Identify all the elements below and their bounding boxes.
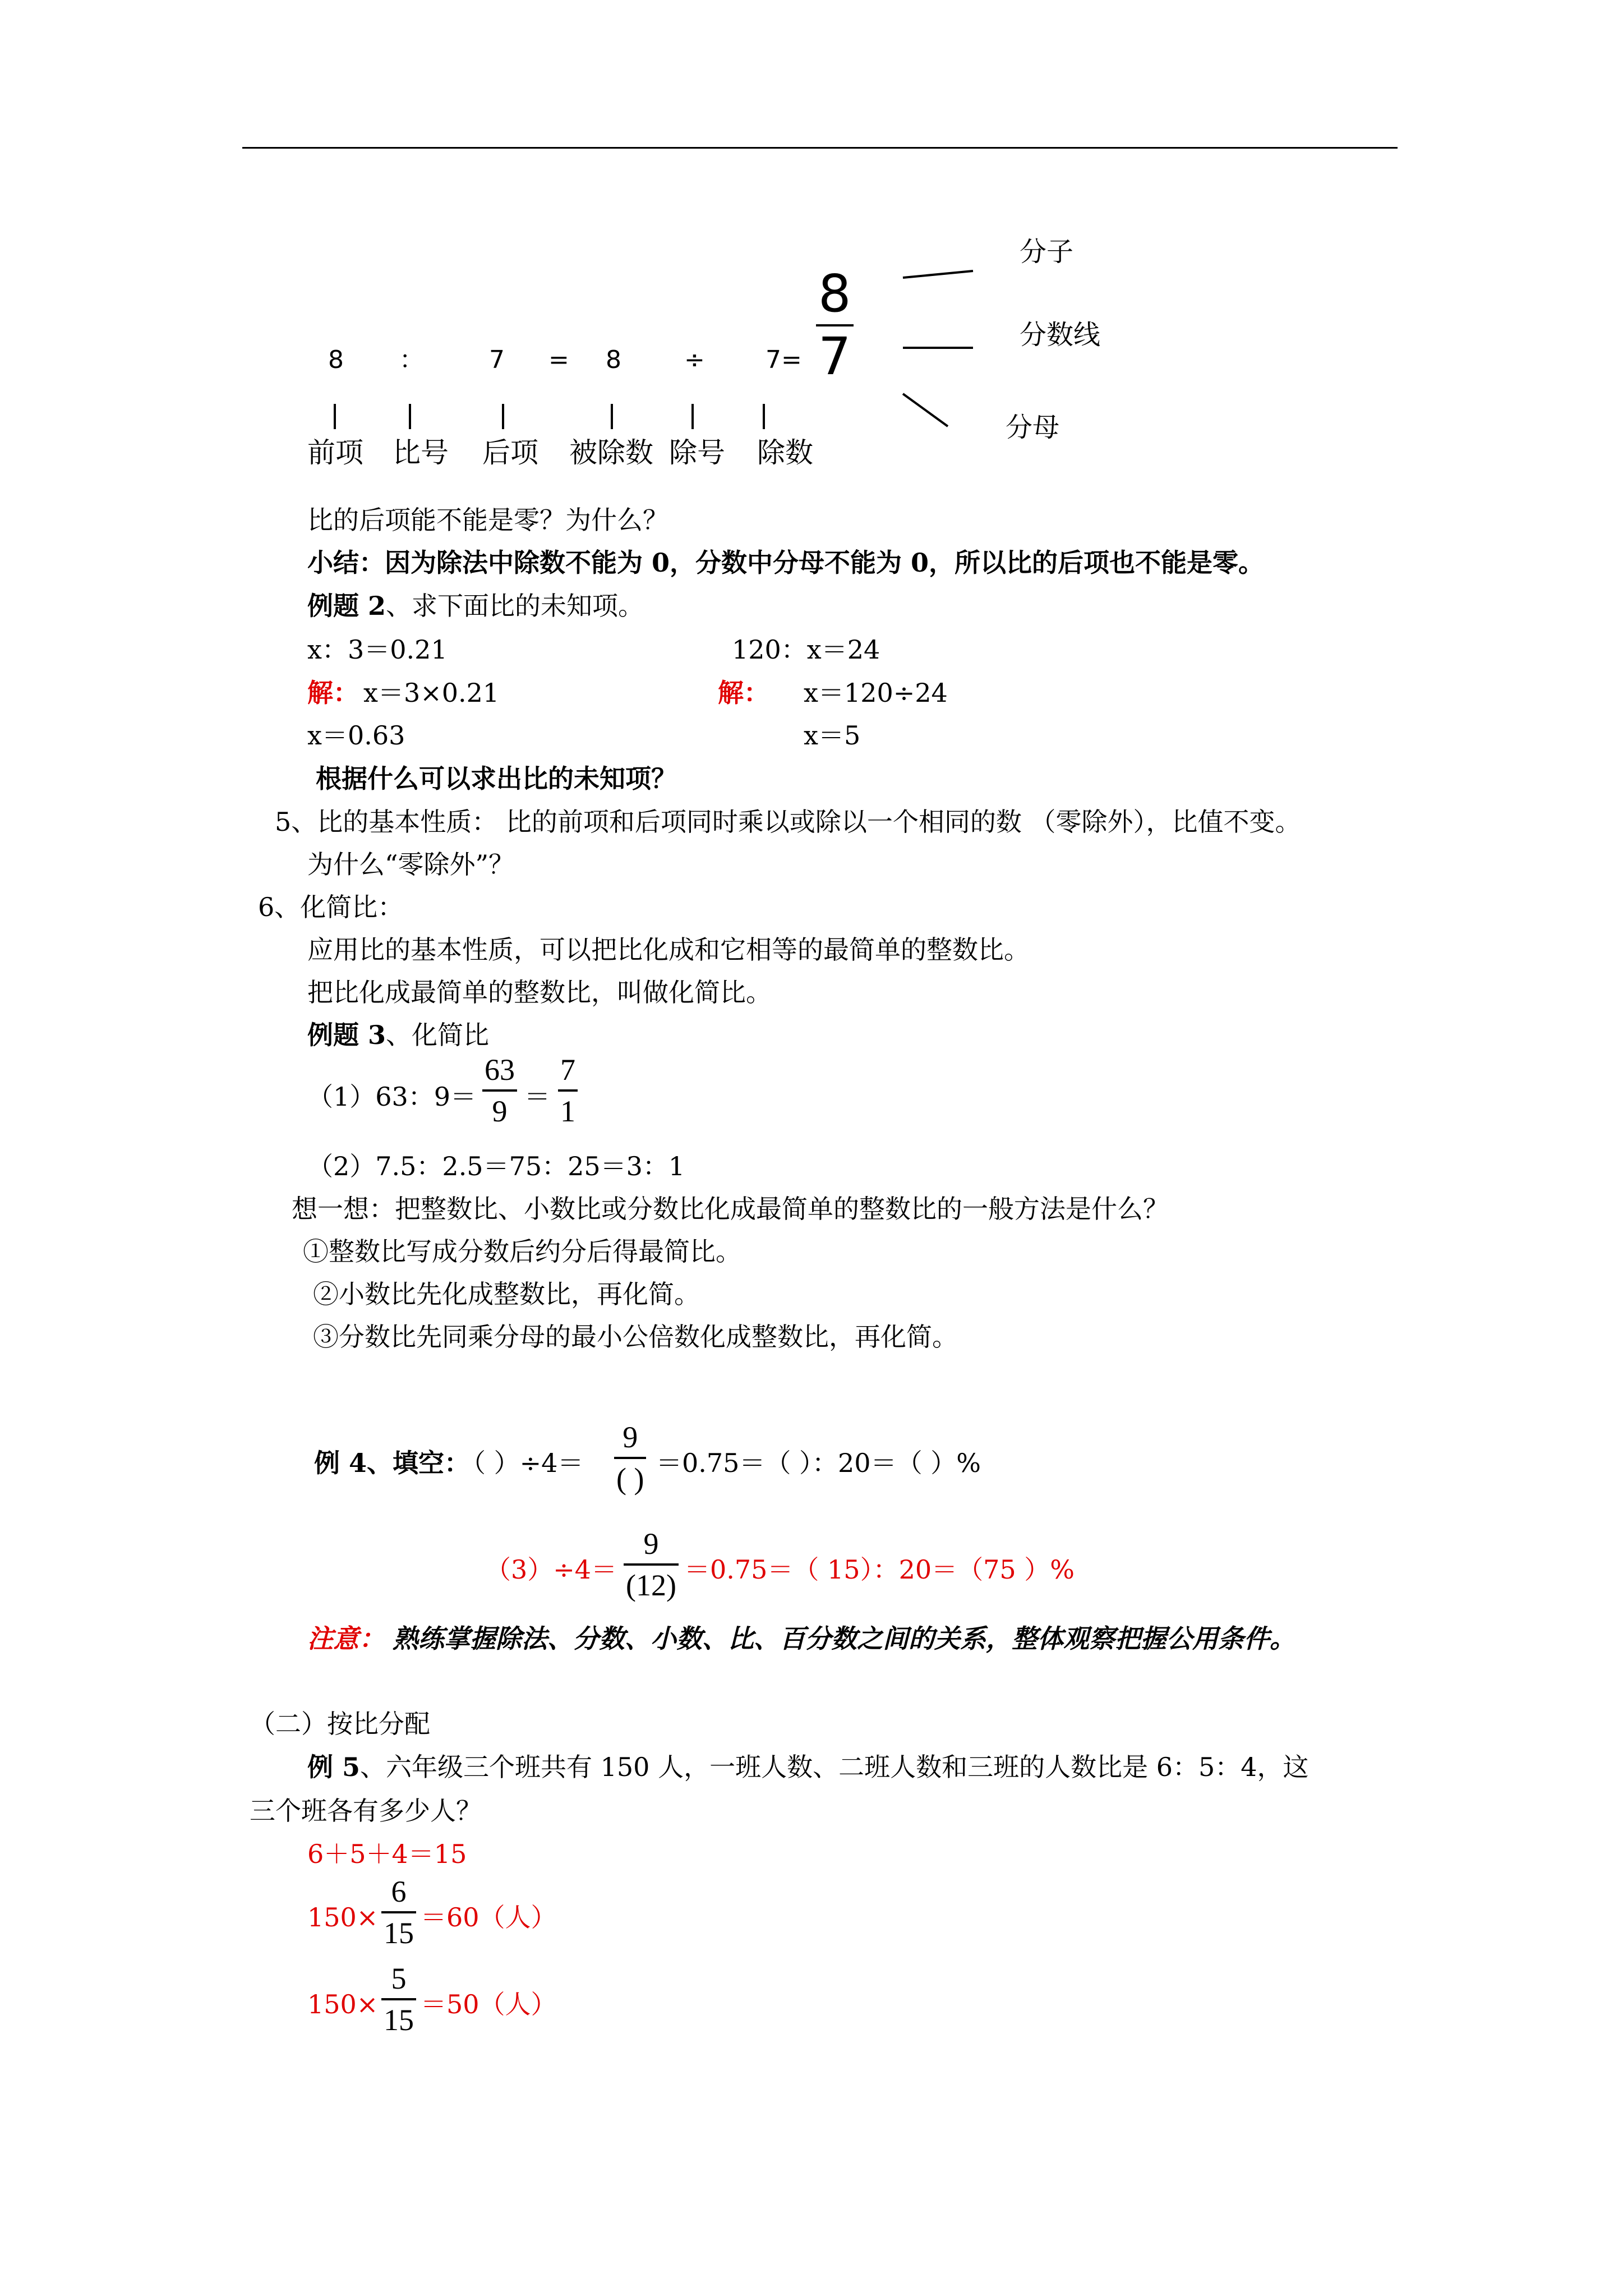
example2-step1b: x＝120÷24 xyxy=(804,678,948,708)
solve-label-1: 解： xyxy=(307,678,359,708)
example2-text: 、求下面比的未知项。 xyxy=(386,591,644,621)
example2-title xyxy=(307,593,644,619)
note-label: 注意： xyxy=(307,1623,385,1654)
method-3: ③分数比先同乘分母的最小公倍数化成整数比，再化简。 xyxy=(313,1322,958,1352)
example2-step1a: x＝3×0.21 xyxy=(363,678,500,708)
part-numerator: 分子 xyxy=(1020,236,1074,268)
method-1: ①整数比写成分数后约分后得最简比。 xyxy=(303,1236,741,1267)
example2-question: 根据什么可以求出比的未知项？ xyxy=(316,763,677,794)
denominator: 15 xyxy=(384,1916,414,1950)
calc-class2-b: ＝50（人） xyxy=(421,1989,557,2019)
expr-front: 8 xyxy=(328,346,344,374)
example5-label: 例 5 xyxy=(307,1752,361,1782)
example2-eq1: x：3＝0.21 xyxy=(307,634,448,665)
label-dividend: 被除数 xyxy=(569,436,653,469)
example2-eq2: 120：x＝24 xyxy=(732,634,880,665)
denominator: ( ) xyxy=(616,1462,644,1496)
part-bar: 分数线 xyxy=(1020,319,1101,351)
answer4-part-b: ＝0.75＝（ 15）：20＝（75 ）% xyxy=(684,1554,1075,1585)
label-colon: 比号 xyxy=(393,436,449,469)
label-back: 后项 xyxy=(482,436,538,469)
example3-text: 、化简比 xyxy=(386,1020,490,1050)
example2-step2b: x＝5 xyxy=(804,720,861,751)
expr-colon: ： xyxy=(399,346,424,374)
pointer-numerator xyxy=(903,271,973,278)
part-denominator: 分母 xyxy=(1006,412,1060,443)
question-zero: 比的后项能不能是零？为什么？ xyxy=(307,505,668,535)
summary: 小结：因为除法中除数不能为 0，分数中分母不能为 0，所以比的后项也不能是零。 xyxy=(307,547,1265,578)
fraction-denominator: 7 xyxy=(818,326,851,386)
simplify-text-2: 把比化成最简单的整数比，叫做化简比。 xyxy=(307,977,772,1007)
example3-title xyxy=(307,1022,489,1048)
example4-label: 例 4、填空： xyxy=(314,1448,471,1478)
fraction-bar xyxy=(482,1089,517,1092)
simplify-text-1: 应用比的基本性质，可以把比化成和它相等的最简单的整数比。 xyxy=(307,935,1030,965)
answer4-part-a: （3）÷4＝ xyxy=(485,1554,617,1585)
label-divisor: 除数 xyxy=(757,436,813,469)
numerator: 9 xyxy=(643,1527,659,1561)
simplify-heading: 6、化简比： xyxy=(258,892,404,922)
expr-divisor: 7= xyxy=(766,346,802,374)
calc-class1-b: ＝60（人） xyxy=(421,1902,557,1932)
example5-line1 xyxy=(307,1754,1309,1780)
numerator: 6 xyxy=(391,1875,407,1908)
example4-fraction xyxy=(614,1422,646,1494)
pointer-denominator xyxy=(903,394,948,426)
expr-back: 7 xyxy=(489,346,505,374)
example3-fraction-2 xyxy=(558,1055,578,1126)
property-question: 为什么“零除外”？ xyxy=(307,849,515,880)
expr-dividend: 8 xyxy=(606,346,621,374)
fraction-bar xyxy=(381,1911,416,1913)
solve-label-2: 解： xyxy=(718,678,769,708)
denominator: 9 xyxy=(492,1094,508,1128)
expr-equals: = xyxy=(548,346,569,374)
calc-class2-fraction xyxy=(381,1963,416,2035)
denominator: (12) xyxy=(626,1568,676,1602)
example3-line1: （1）63：9＝ xyxy=(307,1082,477,1112)
example4-part-b: ＝0.75＝（ ）：20＝（ ）% xyxy=(656,1448,981,1478)
denominator: 15 xyxy=(384,2003,414,2037)
calc-sum: 6＋5＋4＝15 xyxy=(307,1839,467,1869)
example4-part-a: （ ）÷4＝ xyxy=(460,1448,584,1478)
label-divide: 除号 xyxy=(669,436,725,469)
numerator: 7 xyxy=(560,1053,575,1087)
answer4-fraction xyxy=(624,1529,679,1600)
calc-class2-a: 150× xyxy=(307,1989,379,2019)
think-question: 想一想：把整数比、小数比或分数比化成最简单的整数比的一般方法是什么？ xyxy=(292,1194,1169,1224)
denominator: 1 xyxy=(560,1094,575,1128)
diagram-lines xyxy=(0,0,1623,505)
example3-equals: ＝ xyxy=(524,1082,550,1112)
example2-step2a: x＝0.63 xyxy=(307,720,405,751)
method-2: ②小数比先化成整数比，再化简。 xyxy=(313,1279,700,1309)
fraction-bar xyxy=(614,1457,646,1459)
calc-class1-fraction xyxy=(381,1876,416,1948)
property-heading: 5、比的基本性质： 比的前项和后项同时乘以或除以一个相同的数 （零除外），比值不变。 xyxy=(275,807,1301,837)
fraction-numerator: 8 xyxy=(818,264,851,324)
example5-text: 、六年级三个班共有 150 人，一班人数、二班人数和三班的人数比是 6：5：4，这 xyxy=(360,1752,1309,1782)
example3-line2: （2）7.5：2.5＝75：25＝3：1 xyxy=(307,1151,685,1181)
note-text: 熟练掌握除法、分数、小数、比、百分数之间的关系，整体观察把握公用条件。 xyxy=(393,1623,1295,1654)
section-2-heading: （二）按比分配 xyxy=(250,1709,430,1739)
fraction-bar xyxy=(624,1563,679,1566)
expr-divide: ÷ xyxy=(684,346,705,374)
example3-fraction-1 xyxy=(482,1055,517,1126)
calc-class1-a: 150× xyxy=(307,1902,379,1932)
fraction-bar xyxy=(558,1089,578,1092)
label-front: 前项 xyxy=(307,436,363,469)
numerator: 63 xyxy=(485,1053,515,1087)
numerator: 5 xyxy=(391,1962,407,1995)
example5-line2: 三个班各有多少人？ xyxy=(250,1796,482,1826)
numerator: 9 xyxy=(623,1420,638,1454)
example2-label: 例题 2 xyxy=(307,591,386,621)
fraction-bar xyxy=(381,1998,416,2000)
example3-label: 例题 3 xyxy=(307,1020,386,1050)
